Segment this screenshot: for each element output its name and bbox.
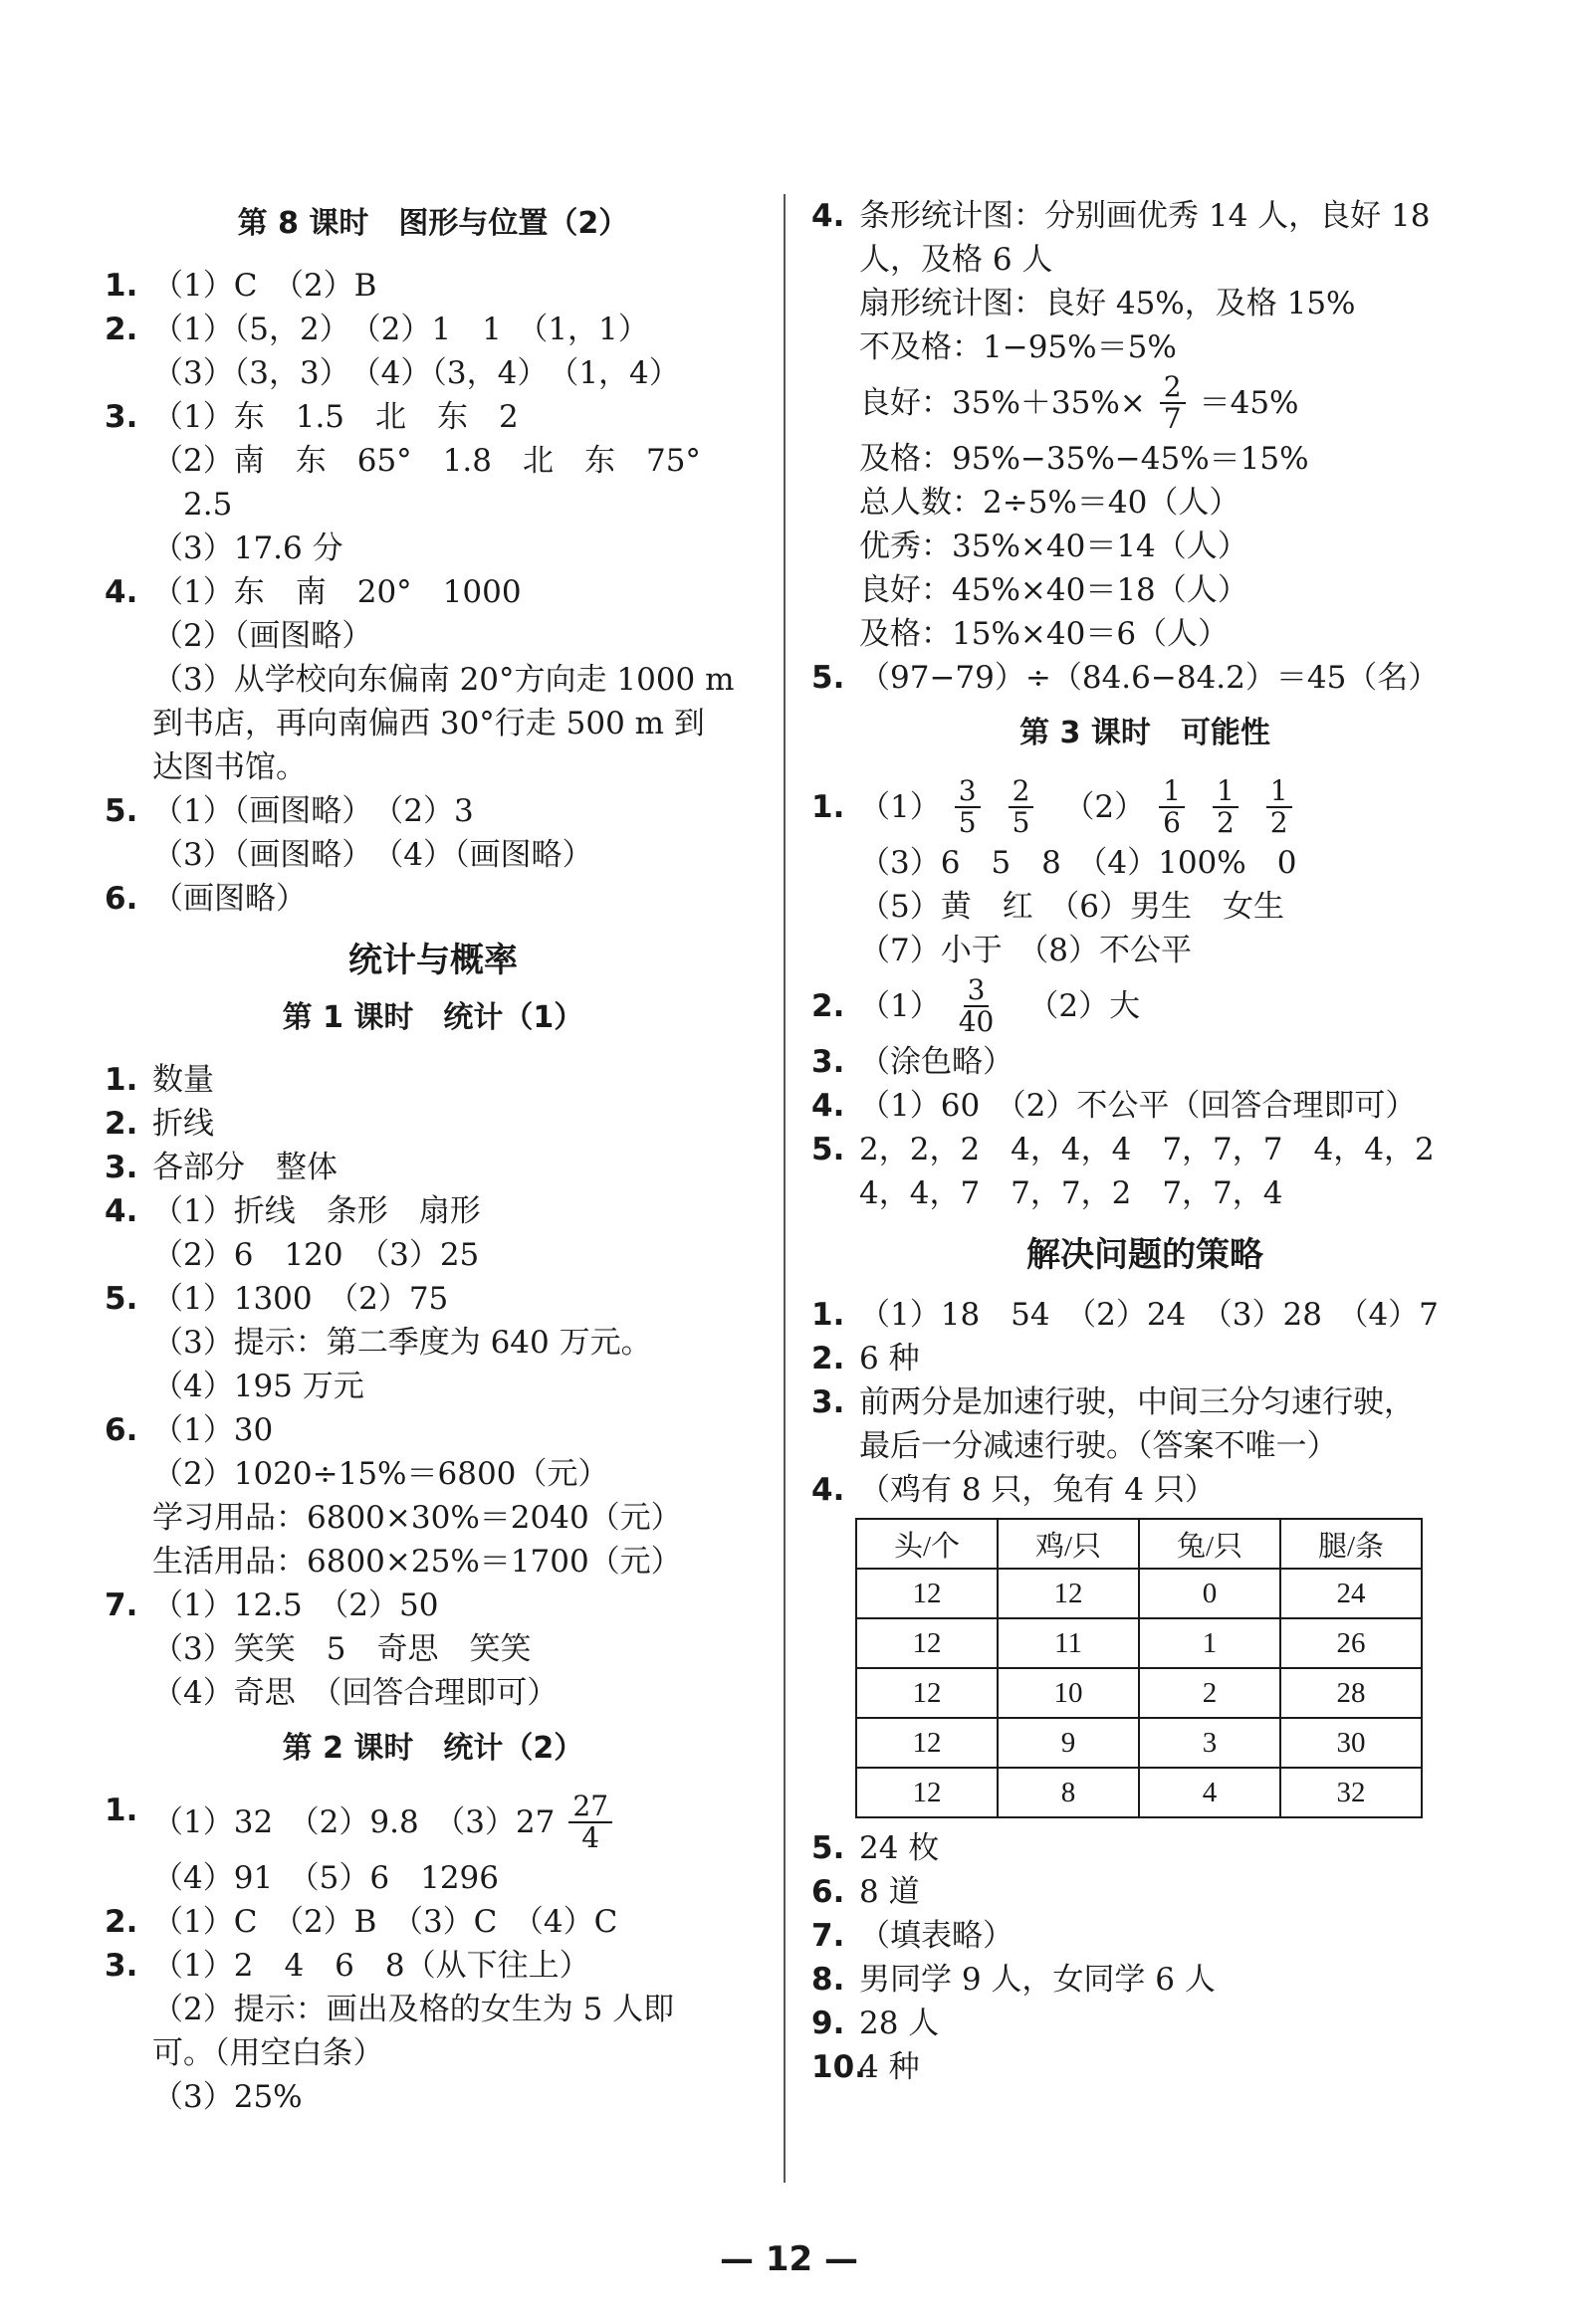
list-item [811,2002,1478,2045]
lesson2-answers [105,1900,762,2119]
strategy-answers [811,1293,1478,1468]
list-item [811,1293,1478,1337]
list-item [811,1128,1478,1215]
list-item [811,656,1478,700]
lesson8-answers [105,264,762,921]
answer-line: （5）黄 红 （6）男生 女生 [859,889,1284,925]
answer-line: 8 道 [859,1874,920,1910]
item-number: 4. [105,1193,138,1229]
item-number: 2. [811,988,845,1024]
section-heading-strategy: 解决问题的策略 [1026,1235,1263,1275]
list-item [811,972,1478,1040]
list-item [811,1914,1478,1958]
table-cell: 12 [856,1569,998,1618]
table-cell: 26 [1280,1618,1422,1668]
answer-line: 学习用品：6800×30%＝2040（元） [152,1500,682,1536]
answer-line: （4）91 （5）6 1296 [152,1860,500,1896]
fraction: $\frac{2}{7}$ [1160,372,1186,434]
table-cell: 9 [998,1718,1139,1768]
answer-line: （画图略） [152,881,307,917]
answer-line: 6 种 [859,1341,920,1376]
answer-line: 4，4，7 7，7，2 7，7，4 [859,1175,1283,1211]
answer-line: （1）30 [152,1412,274,1448]
answer-line: （2）1020÷15%＝6800（元） [152,1456,609,1492]
table-body [856,1569,1422,1817]
answer-line: （鸡有 8 只，兔有 4 只） [859,1472,1216,1508]
strategy-answers-2 [811,1826,1478,2089]
answer-line: 男同学 9 人，女同学 6 人 [859,1962,1216,1998]
answer-line: 到书店，再向南偏西 30°行走 500 m 到 [152,706,705,741]
list-item [811,1084,1478,1128]
answer-table [855,1518,1423,1818]
table-cell: 10 [998,1668,1139,1718]
list-item [811,1958,1478,2002]
list-item [811,1826,1478,1870]
list-item [811,1870,1478,1914]
table-cell: 28 [1280,1668,1422,1718]
item-number: 5. [811,1132,845,1167]
fraction: $\frac{3}{5}$ [955,776,981,838]
table-cell: 12 [856,1768,998,1817]
list-item [811,773,1478,972]
item-number: 5. [811,1830,845,1866]
answer-line: 良好：45%×40＝18（人） [859,572,1248,608]
list-item [811,1380,1478,1468]
answer-line: （3）提示：第二季度为 640 万元。 [152,1325,652,1361]
answer-line: （1）1300 （2）75 [152,1281,449,1317]
answer-line: 人，及格 6 人 [859,242,1053,278]
answer-line: （填表略） [859,1918,1014,1954]
answer-line: 前两分是加速行驶，中间三分匀速行驶， [859,1384,1415,1420]
answer-line: （4）奇思 （回答合理即可） [152,1675,559,1711]
list-item [105,395,762,570]
table-header-cell: 鸡/只 [998,1519,1139,1569]
answer-line: 各部分 整体 [152,1150,338,1185]
table-header-cell: 腿/条 [1280,1519,1422,1569]
q4-lines [859,194,1478,369]
k1-lines [859,841,1478,972]
item-number: 3. [105,399,138,435]
answer-line: （3）17.6 分 [152,530,343,566]
fraction: $\frac{3}{40}$ [958,973,995,1038]
table-cell: 1 [1139,1618,1280,1668]
item-number: 5. [811,660,845,696]
lesson8-heading: 第 8 课时 图形与位置（2） [237,206,629,241]
page-number: — 12 — [720,2239,858,2279]
answer-line: 及格：95%−35%−45%＝15% [859,441,1309,477]
answer-line: （1）2 4 6 8（从下往上） [152,1948,590,1984]
answer-line: 24 枚 [859,1830,940,1866]
item-number: 3. [105,1150,138,1185]
answer-line: （3）笑笑 5 奇思 笑笑 [152,1631,532,1667]
answer-line: 达图书馆。 [152,749,307,785]
answer-line: （1）32 （2）9.8 （3）27 $\frac{27}{4}$ [152,1789,762,1856]
answer-line: （1）折线 条形 扇形 [152,1193,481,1229]
table-row [856,1668,1422,1718]
lesson3-answers [811,1040,1478,1215]
item-number: 6. [811,1874,845,1910]
table-header-row [856,1519,1422,1569]
item-number: 10. [811,2049,866,2085]
item-number: 5. [105,793,138,829]
item-number: 3. [811,1044,845,1080]
answer-line: （1）60 （2）不公平（回答合理即可） [859,1088,1417,1124]
item-number: 4. [811,1472,845,1508]
q4-lines-2 [859,437,1478,656]
list-item [811,1040,1478,1084]
item-number: 8. [811,1962,845,1998]
left-column [105,194,762,2119]
list-item [105,1584,762,1715]
item-number: 7. [811,1918,845,1954]
item-number: 1. [811,789,845,825]
answer-line: 及格：15%×40＝6（人） [859,616,1230,652]
answer-line: 总人数：2÷5%＝40（人） [859,485,1240,521]
item-number: 9. [811,2006,845,2041]
list-item [105,1102,762,1146]
answer-line: （1） $\frac{3}{40}$ （2）大 [859,973,1141,1038]
section-heading-statistics: 统计与概率 [348,941,518,980]
item-number: 2. [105,1904,138,1940]
list-item [105,570,762,789]
lesson1-answers [105,1058,762,1715]
answer-line: 优秀：35%×40＝14（人） [859,528,1248,564]
item-number: 2. [105,312,138,347]
answer-line: （3）6 5 8 （4）100% 0 [859,845,1297,881]
fraction: $\frac{1}{2}$ [1266,776,1292,838]
table-cell: 11 [998,1618,1139,1668]
table-cell: 4 [1139,1768,1280,1817]
item-number: 6. [105,1412,138,1448]
answer-line: 最后一分减速行驶。（答案不唯一） [859,1428,1338,1464]
lesson3-heading: 第 3 课时 可能性 [1019,716,1270,750]
item-number: 5. [105,1281,138,1317]
list-item [105,1189,762,1277]
table-row [856,1768,1422,1817]
list-item [811,2045,1478,2089]
answer-line: （2）提示：画出及格的女生为 5 人即 [152,1992,675,2027]
list-item [811,194,1478,656]
list-item [105,1277,762,1408]
item-number: 4. [105,574,138,610]
list-item [105,1944,762,2119]
fraction: $\frac{2}{5}$ [1009,776,1034,838]
fraction: $\frac{27}{4}$ [568,1792,612,1853]
table-cell: 3 [1139,1718,1280,1768]
list-item [105,1789,762,1900]
answer-line: 良好：35%＋35%× $\frac{2}{7}$ ＝45% [859,370,1299,435]
answer-line: 条形统计图：分别画优秀 14 人，良好 18 [859,198,1431,234]
list-item [105,1146,762,1189]
answer-line: （涂色略） [859,1044,1014,1080]
answer-line: （7）小于 （8）不公平 [859,933,1192,968]
table-row [856,1618,1422,1668]
table-cell: 2 [1139,1668,1280,1718]
table-cell: 12 [998,1569,1139,1618]
answer-line: （2）南 东 65° 1.8 北 东 75° [152,443,701,479]
list-item [105,1900,762,1944]
item-number: 2. [105,1106,138,1142]
table-cell: 12 [856,1618,998,1668]
table-cell: 12 [856,1718,998,1768]
item-number: 3. [105,1948,138,1984]
answer-line: 数量 [152,1062,214,1098]
answer-line: （1）12.5 （2）50 [152,1587,439,1623]
fraction: $\frac{1}{2}$ [1213,776,1239,838]
list-item [105,264,762,308]
column-divider [784,194,786,2183]
answer-line: 28 人 [859,2006,940,2041]
lesson2-heading: 第 2 课时 统计（2） [282,1731,584,1766]
item-number: 1. [105,1062,138,1098]
answer-line: 扇形统计图：良好 45%，及格 15% [859,286,1356,321]
table-cell: 8 [998,1768,1139,1817]
answer-line: 2.5 [152,487,233,523]
table-cell: 24 [1280,1569,1422,1618]
answer-line: （3）25% [152,2079,303,2115]
answer-line: （1）C （2）B [152,268,377,304]
answer-line: （1）18 54 （2）24 （3）28 （4）7 [859,1297,1439,1333]
answer-line: 2，2，2 4，4，4 7，7，7 4，4，2 [859,1132,1435,1167]
answer-line: （2）（画图略） [152,618,373,654]
answer-line: （97−79）÷（84.6−84.2）＝45（名） [859,660,1440,696]
list-item [105,1408,762,1584]
item-number: 3. [811,1384,845,1420]
table-cell: 32 [1280,1768,1422,1817]
list-item [811,1468,1478,1512]
list-item [105,308,762,395]
item-number: 2. [811,1341,845,1376]
answer-line: 4 种 [859,2049,920,2085]
right-column [811,194,1478,2089]
list-item [811,1337,1478,1380]
table-cell: 0 [1139,1569,1280,1618]
item-number: 1. [811,1297,845,1333]
answer-line: 可。（用空白条） [152,2035,384,2071]
answer-line: 折线 [152,1106,214,1142]
item-number: 1. [105,268,138,304]
table-row [856,1718,1422,1768]
list-item [105,877,762,921]
answer-line: （3）从学校向东偏南 20°方向走 1000 m [152,662,735,698]
answer-line: 生活用品：6800×25%＝1700（元） [152,1544,682,1580]
item-number: 1. [105,1793,138,1828]
answer-line: （1）东 南 20° 1000 [152,574,522,610]
answer-line: （4）195 万元 [152,1369,364,1404]
answer-line: （1）（5，2） （2）1 1 （1，1） [152,312,649,347]
lesson1-heading: 第 1 课时 统计（1） [282,1000,584,1035]
table-cell: 12 [856,1668,998,1718]
answer-line: （2）6 120 （3）25 [152,1237,480,1273]
answer-line: （1）东 1.5 北 东 2 [152,399,519,435]
table-cell: 30 [1280,1718,1422,1768]
answer-line: （3）（画图略） （4）（画图略） [152,837,593,873]
item-number: 4. [811,198,845,234]
answer-line: 不及格：1−95%＝5% [859,329,1177,365]
answer-line: （1） $\frac{3}{5}$ $\frac{2}{5}$ （2） $\frac{1}{6}$ $\frac{1}{2}$ $\frac{1}{2}$ [859,773,1478,841]
list-item [105,789,762,877]
fraction: $\frac{1}{6}$ [1159,776,1185,838]
table-row [856,1569,1422,1618]
item-number: 7. [105,1587,138,1623]
answer-line: （3）（3，3） （4）（3，4） （1，4） [152,355,680,391]
answer-line: （1）（画图略） （2）3 [152,793,474,829]
item-number: 6. [105,881,138,917]
table-header-cell: 头/个 [856,1519,998,1569]
item-number: 4. [811,1088,845,1124]
list-item [105,1058,762,1102]
table-header-cell: 兔/只 [1139,1519,1280,1569]
answer-line: （1）C （2）B （3）C （4）C [152,1904,618,1940]
